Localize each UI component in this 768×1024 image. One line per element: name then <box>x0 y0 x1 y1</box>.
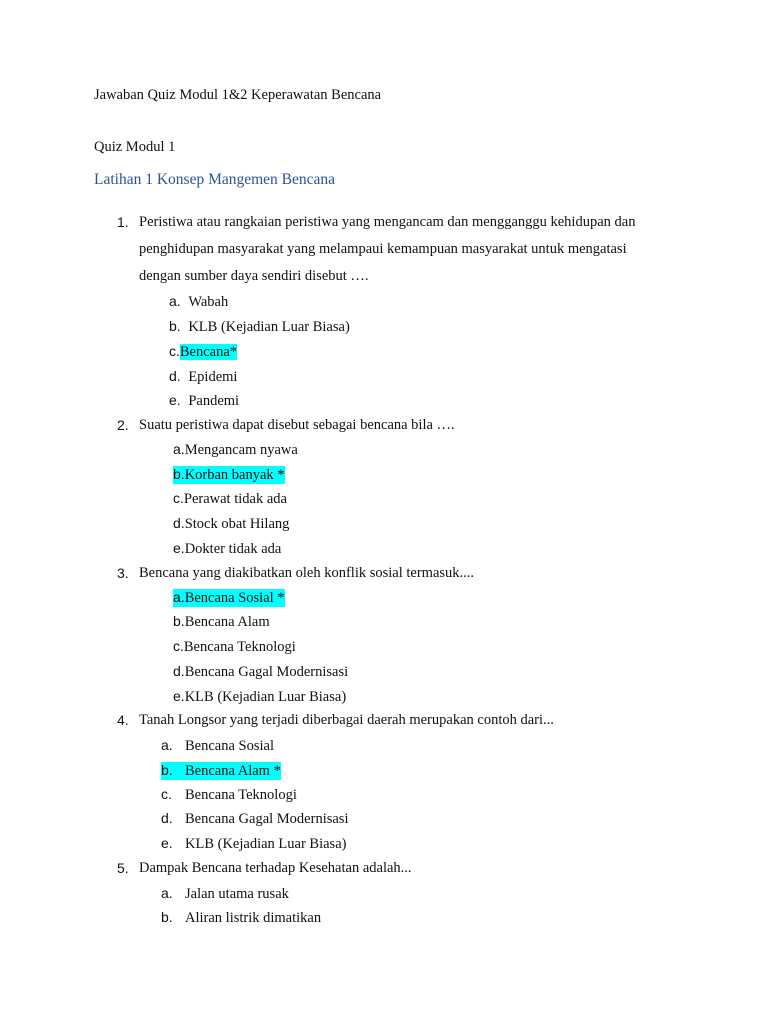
option-letter: a. <box>161 737 173 753</box>
answer-option-correct <box>173 589 285 607</box>
answer-option <box>173 663 348 681</box>
answer-option-correct <box>169 343 237 361</box>
option-letter: b. <box>161 762 173 778</box>
answer-option <box>161 786 297 804</box>
option-letter: d. <box>161 810 173 826</box>
option-text: Pandemi <box>188 393 240 409</box>
option-text: Wabah <box>188 294 229 310</box>
option-text: Epidemi <box>188 369 238 385</box>
answer-option <box>173 490 287 508</box>
answer-option <box>173 540 281 558</box>
question-text-line: Bencana yang diakibatkan oleh konflik sosial termasuk.... <box>139 565 475 581</box>
option-letter: c. <box>173 638 184 654</box>
option-text: KLB (Kejadian Luar Biasa) <box>185 836 347 852</box>
option-text-highlighted: Bencana Sosial * <box>184 590 285 606</box>
option-letter: a. <box>173 589 185 605</box>
question-number: 5. <box>117 860 129 876</box>
question-text-line: Peristiwa atau rangkaian peristiwa yang mengancam dan mengganggu kehidupan dan <box>139 214 636 230</box>
option-letter: b. <box>169 318 181 334</box>
option-text-highlighted: Korban banyak * <box>184 467 285 483</box>
option-letter: e. <box>161 835 173 851</box>
answer-option <box>169 368 237 386</box>
option-text: Perawat tidak ada <box>183 491 287 507</box>
option-letter: c. <box>173 490 184 506</box>
option-text: Bencana Sosial <box>185 738 274 754</box>
option-text: Dokter tidak ada <box>184 541 282 557</box>
option-letter: d. <box>169 368 181 384</box>
answer-option <box>169 318 350 336</box>
answer-option <box>169 293 228 311</box>
answer-option <box>173 688 346 706</box>
option-letter: b. <box>173 466 185 482</box>
answer-option <box>161 737 274 755</box>
option-letter: e. <box>169 392 181 408</box>
answer-option <box>173 638 296 656</box>
section-heading: Latihan 1 Konsep Mangemen Bencana <box>94 171 336 188</box>
option-text: Mengancam nyawa <box>184 442 298 458</box>
option-letter: e. <box>173 688 185 704</box>
option-letter: e. <box>173 540 185 556</box>
option-letter: b. <box>173 613 185 629</box>
option-letter: c. <box>161 786 172 802</box>
answer-option <box>161 835 346 853</box>
answer-option <box>173 613 270 631</box>
option-letter: a. <box>169 293 181 309</box>
question-number: 1. <box>117 214 129 230</box>
option-text-highlighted: Bencana Alam * <box>185 763 281 779</box>
question-text-line: Dampak Bencana terhadap Kesehatan adalah... <box>139 860 412 876</box>
option-text: Bencana Alam <box>184 614 270 630</box>
option-text: Stock obat Hilang <box>184 516 290 532</box>
option-text: Aliran listrik dimatikan <box>185 910 322 926</box>
option-text-highlighted: Bencana* <box>179 344 238 360</box>
answer-option <box>161 909 321 927</box>
option-text: Bencana Teknologi <box>185 787 297 803</box>
answer-option-correct <box>173 466 285 484</box>
option-letter: d. <box>173 663 185 679</box>
question-text-line: penghidupan masyarakat yang melampaui kemampuan masyarakat untuk mengatasi <box>139 241 627 257</box>
option-letter: c. <box>169 343 180 359</box>
question-number: 3. <box>117 565 129 581</box>
option-letter: a. <box>173 441 185 457</box>
option-text: KLB (Kejadian Luar Biasa) <box>184 689 347 705</box>
answer-option <box>169 392 239 410</box>
document-title: Jawaban Quiz Modul 1&2 Keperawatan Bencana <box>94 87 382 103</box>
option-text: KLB (Kejadian Luar Biasa) <box>188 319 350 335</box>
option-letter: b. <box>161 909 173 925</box>
question-text-line: Suatu peristiwa dapat disebut sebagai bencana bila …. <box>139 417 455 433</box>
question-number: 2. <box>117 417 129 433</box>
answer-option <box>161 810 348 828</box>
option-letter: a. <box>161 885 173 901</box>
answer-option <box>173 515 289 533</box>
answer-option <box>173 441 298 459</box>
option-text: Bencana Gagal Modernisasi <box>184 664 349 680</box>
option-letter: d. <box>173 515 185 531</box>
answer-option <box>161 885 289 903</box>
option-text: Jalan utama rusak <box>185 886 289 902</box>
option-text: Bencana Teknologi <box>183 639 296 655</box>
option-text: Bencana Gagal Modernisasi <box>185 811 349 827</box>
question-text-line: Tanah Longsor yang terjadi diberbagai daerah merupakan contoh dari... <box>139 712 554 728</box>
question-text-line: dengan sumber daya sendiri disebut …. <box>139 268 369 284</box>
question-number: 4. <box>117 712 129 728</box>
document-subtitle: Quiz Modul 1 <box>94 139 176 155</box>
answer-option-correct <box>161 762 281 780</box>
